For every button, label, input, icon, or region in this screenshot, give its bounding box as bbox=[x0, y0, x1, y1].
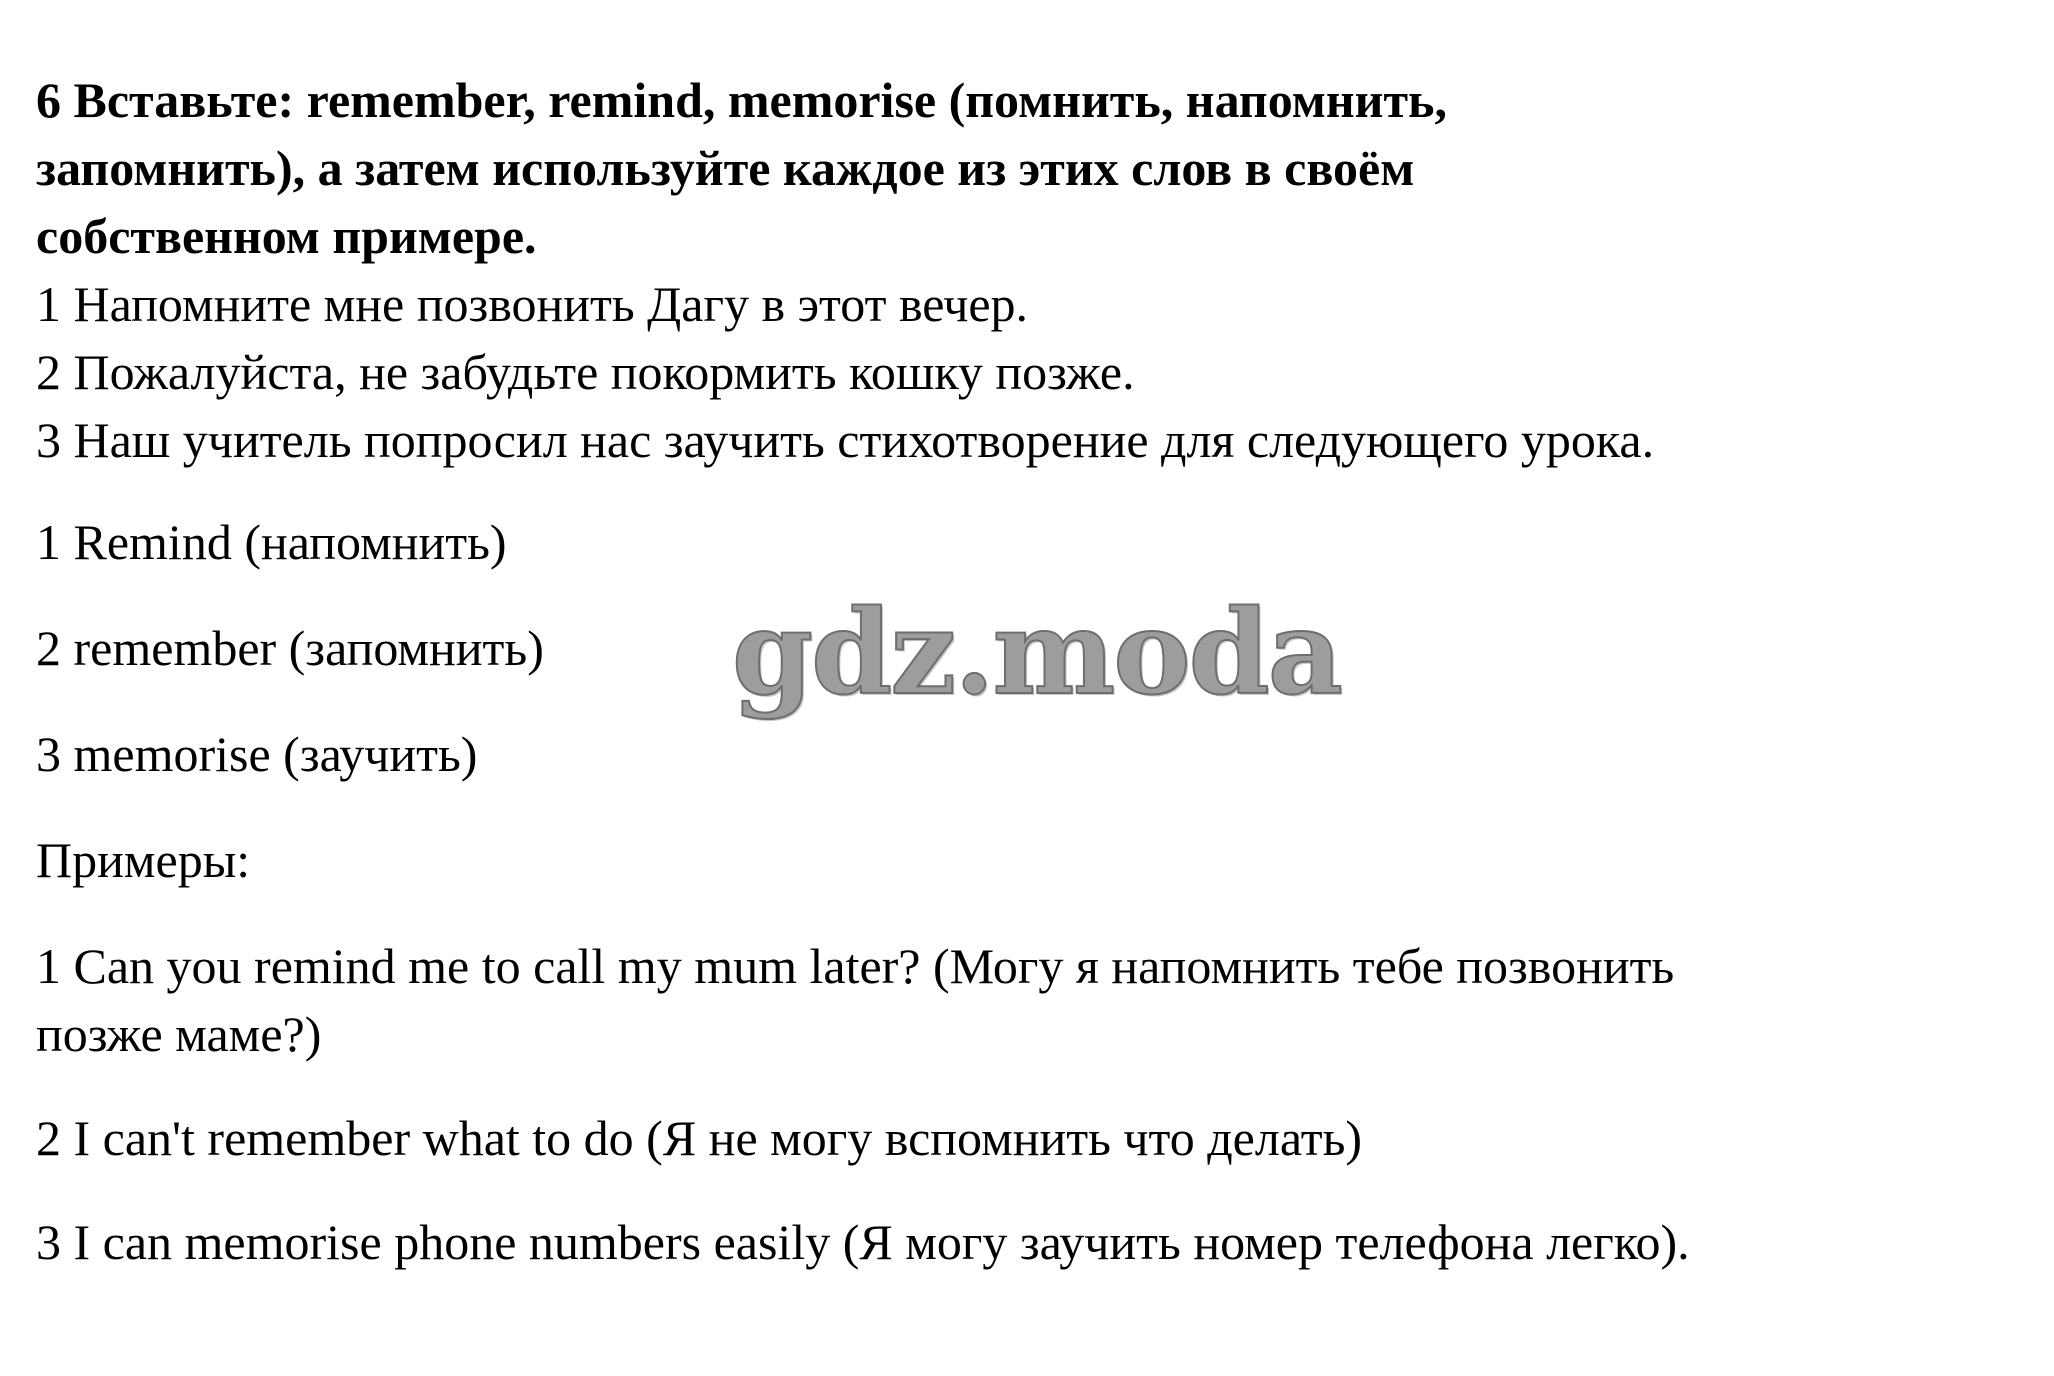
task-sentence-2: 2 Пожалуйста, не забудьте покормить кошку позже. bbox=[36, 344, 1135, 400]
task-sentence-3: 3 Наш учитель попросил нас заучить стихотворение для следующего урока. bbox=[36, 412, 1655, 468]
answer-2: 2 remember (запомнить) bbox=[36, 620, 544, 676]
answer-3: 3 memorise (заучить) bbox=[36, 726, 478, 782]
task-heading-line-3: собственном примере. bbox=[36, 208, 537, 264]
example-1-line-1: 1 Can you remind me to call my mum later? (Могу я напомнить тебе позвонить bbox=[36, 938, 1675, 994]
example-3: 3 I can memorise phone numbers easily (Я могу заучить номер телефона легко). bbox=[36, 1214, 1690, 1270]
watermark-logo: gdz.moda bbox=[732, 585, 1341, 721]
task-sentence-1: 1 Напомните мне позвонить Дагу в этот вечер. bbox=[36, 276, 1029, 332]
answer-1: 1 Remind (напомнить) bbox=[36, 514, 507, 570]
examples-label: Примеры: bbox=[36, 832, 251, 888]
task-heading-line-1: 6 Вставьте: remember, remind, memorise (помнить, напомнить, bbox=[36, 72, 1447, 128]
example-1-line-2: позже маме?) bbox=[36, 1006, 322, 1062]
example-2: 2 I can't remember what to do (Я не могу вспомнить что делать) bbox=[36, 1110, 1363, 1166]
task-heading-line-2: запомнить), а затем используйте каждое из этих слов в своём bbox=[36, 140, 1415, 196]
